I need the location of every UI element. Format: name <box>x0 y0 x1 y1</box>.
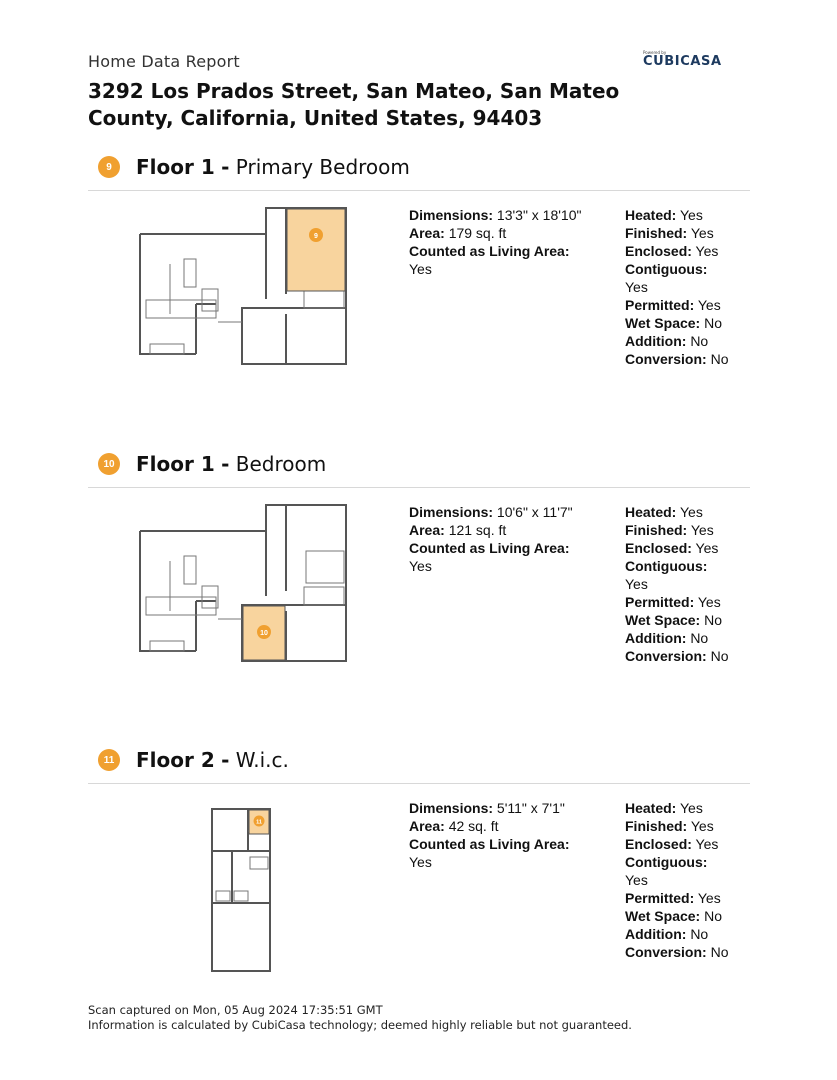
finished-label: Finished: <box>625 225 688 241</box>
report-label: Home Data Report <box>88 52 240 71</box>
living-area-value: Yes <box>409 558 432 574</box>
room-name: Bedroom <box>235 452 327 476</box>
dimensions-value: 5'11" x 7'1" <box>496 800 565 816</box>
conversion-label: Conversion: <box>625 351 707 367</box>
cubicasa-logo <box>643 50 743 69</box>
room-title <box>136 155 410 179</box>
permitted-label: Permitted: <box>625 594 695 610</box>
contiguous-label: Contiguous: <box>625 558 708 574</box>
room-details <box>409 503 599 575</box>
room-attributes <box>625 206 750 368</box>
contiguous-label: Contiguous: <box>625 854 708 870</box>
finished-label: Finished: <box>625 522 688 538</box>
room-floor: Floor 1 <box>136 452 215 476</box>
room-header <box>98 152 410 182</box>
room-marker-label: 11 <box>256 819 262 826</box>
living-area-label: Counted as Living Area: <box>409 836 570 852</box>
finished-value: Yes <box>690 522 714 538</box>
enclosed-label: Enclosed: <box>625 836 692 852</box>
living-area-value: Yes <box>409 854 432 870</box>
dimensions-label: Dimensions: <box>409 207 494 223</box>
enclosed-label: Enclosed: <box>625 540 692 556</box>
heated-label: Heated: <box>625 504 677 520</box>
heated-value: Yes <box>680 800 703 816</box>
property-address: 3292 Los Prados Street, San Mateo, San Mateo County, California, United States, 94403 <box>88 79 620 130</box>
dimensions-label: Dimensions: <box>409 800 494 816</box>
conversion-value: No <box>710 351 729 367</box>
permitted-value: Yes <box>697 297 721 313</box>
heated-value: Yes <box>680 504 703 520</box>
area-value: 42 sq. ft <box>448 818 499 834</box>
heated-label: Heated: <box>625 800 677 816</box>
contiguous-value: Yes <box>625 872 648 888</box>
finished-value: Yes <box>690 818 714 834</box>
conversion-value: No <box>710 648 729 664</box>
heated-label: Heated: <box>625 207 677 223</box>
conversion-label: Conversion: <box>625 648 707 664</box>
permitted-label: Permitted: <box>625 890 695 906</box>
finished-label: Finished: <box>625 818 688 834</box>
finished-value: Yes <box>690 225 714 241</box>
room-name: W.i.c. <box>235 748 289 772</box>
area-label: Area: <box>409 225 445 241</box>
section-divider <box>88 190 750 191</box>
room-attributes <box>625 503 750 665</box>
room-floor: Floor 2 <box>136 748 215 772</box>
area-label: Area: <box>409 522 445 538</box>
room-title-separator: - <box>221 155 230 179</box>
dimensions-label: Dimensions: <box>409 504 494 520</box>
dimensions-value: 10'6" x 11'7" <box>496 504 573 520</box>
room-attributes <box>625 799 750 961</box>
contiguous-label: Contiguous: <box>625 261 708 277</box>
enclosed-value: Yes <box>695 540 719 556</box>
heated-value: Yes <box>680 207 703 223</box>
room-section-10 <box>88 449 750 689</box>
wet-space-value: No <box>704 908 723 924</box>
wet-space-label: Wet Space: <box>625 612 701 628</box>
conversion-value: No <box>710 944 729 960</box>
logo-brand: CUBICASA <box>643 54 722 69</box>
area-value: 179 sq. ft <box>448 225 507 241</box>
room-number-badge: 9 <box>98 156 120 178</box>
conversion-label: Conversion: <box>625 944 707 960</box>
living-area-value: Yes <box>409 261 432 277</box>
floor-plan-floor-2 <box>136 801 352 973</box>
room-marker-label: 10 <box>260 630 268 637</box>
room-marker-label: 9 <box>314 233 318 240</box>
room-section-11 <box>88 745 750 985</box>
report-footer <box>88 1003 632 1033</box>
addition-label: Addition: <box>625 630 687 646</box>
room-floor: Floor 1 <box>136 155 215 179</box>
room-details <box>409 799 599 871</box>
addition-label: Addition: <box>625 926 687 942</box>
permitted-value: Yes <box>697 890 721 906</box>
dimensions-value: 13'3" x 18'10" <box>496 207 582 223</box>
enclosed-value: Yes <box>695 243 719 259</box>
enclosed-label: Enclosed: <box>625 243 692 259</box>
wet-space-label: Wet Space: <box>625 315 701 331</box>
room-section-9 <box>88 152 750 392</box>
room-title <box>136 748 289 772</box>
area-label: Area: <box>409 818 445 834</box>
contiguous-value: Yes <box>625 279 648 295</box>
room-header <box>98 745 289 775</box>
wet-space-value: No <box>704 612 723 628</box>
floor-plan-floor-1 <box>136 204 352 368</box>
living-area-label: Counted as Living Area: <box>409 540 570 556</box>
room-name: Primary Bedroom <box>235 155 410 179</box>
room-number-badge: 11 <box>98 749 120 771</box>
permitted-value: Yes <box>697 594 721 610</box>
addition-value: No <box>690 926 709 942</box>
floor-plan-floor-1 <box>136 501 352 665</box>
room-header <box>98 449 326 479</box>
living-area-label: Counted as Living Area: <box>409 243 570 259</box>
wet-space-value: No <box>704 315 723 331</box>
section-divider <box>88 487 750 488</box>
room-title <box>136 452 326 476</box>
enclosed-value: Yes <box>695 836 719 852</box>
disclaimer: Information is calculated by CubiCasa technology; deemed highly reliable but not guaranteed. <box>88 1018 632 1032</box>
section-divider <box>88 783 750 784</box>
area-value: 121 sq. ft <box>448 522 507 538</box>
logo-powered-by: Powered by <box>643 50 667 55</box>
room-number-badge: 10 <box>98 453 120 475</box>
wet-space-label: Wet Space: <box>625 908 701 924</box>
room-details <box>409 206 599 278</box>
permitted-label: Permitted: <box>625 297 695 313</box>
contiguous-value: Yes <box>625 576 648 592</box>
addition-value: No <box>690 333 709 349</box>
room-title-separator: - <box>221 748 230 772</box>
scan-timestamp: Scan captured on Mon, 05 Aug 2024 17:35:51 GMT <box>88 1003 383 1017</box>
room-title-separator: - <box>221 452 230 476</box>
addition-label: Addition: <box>625 333 687 349</box>
addition-value: No <box>690 630 709 646</box>
